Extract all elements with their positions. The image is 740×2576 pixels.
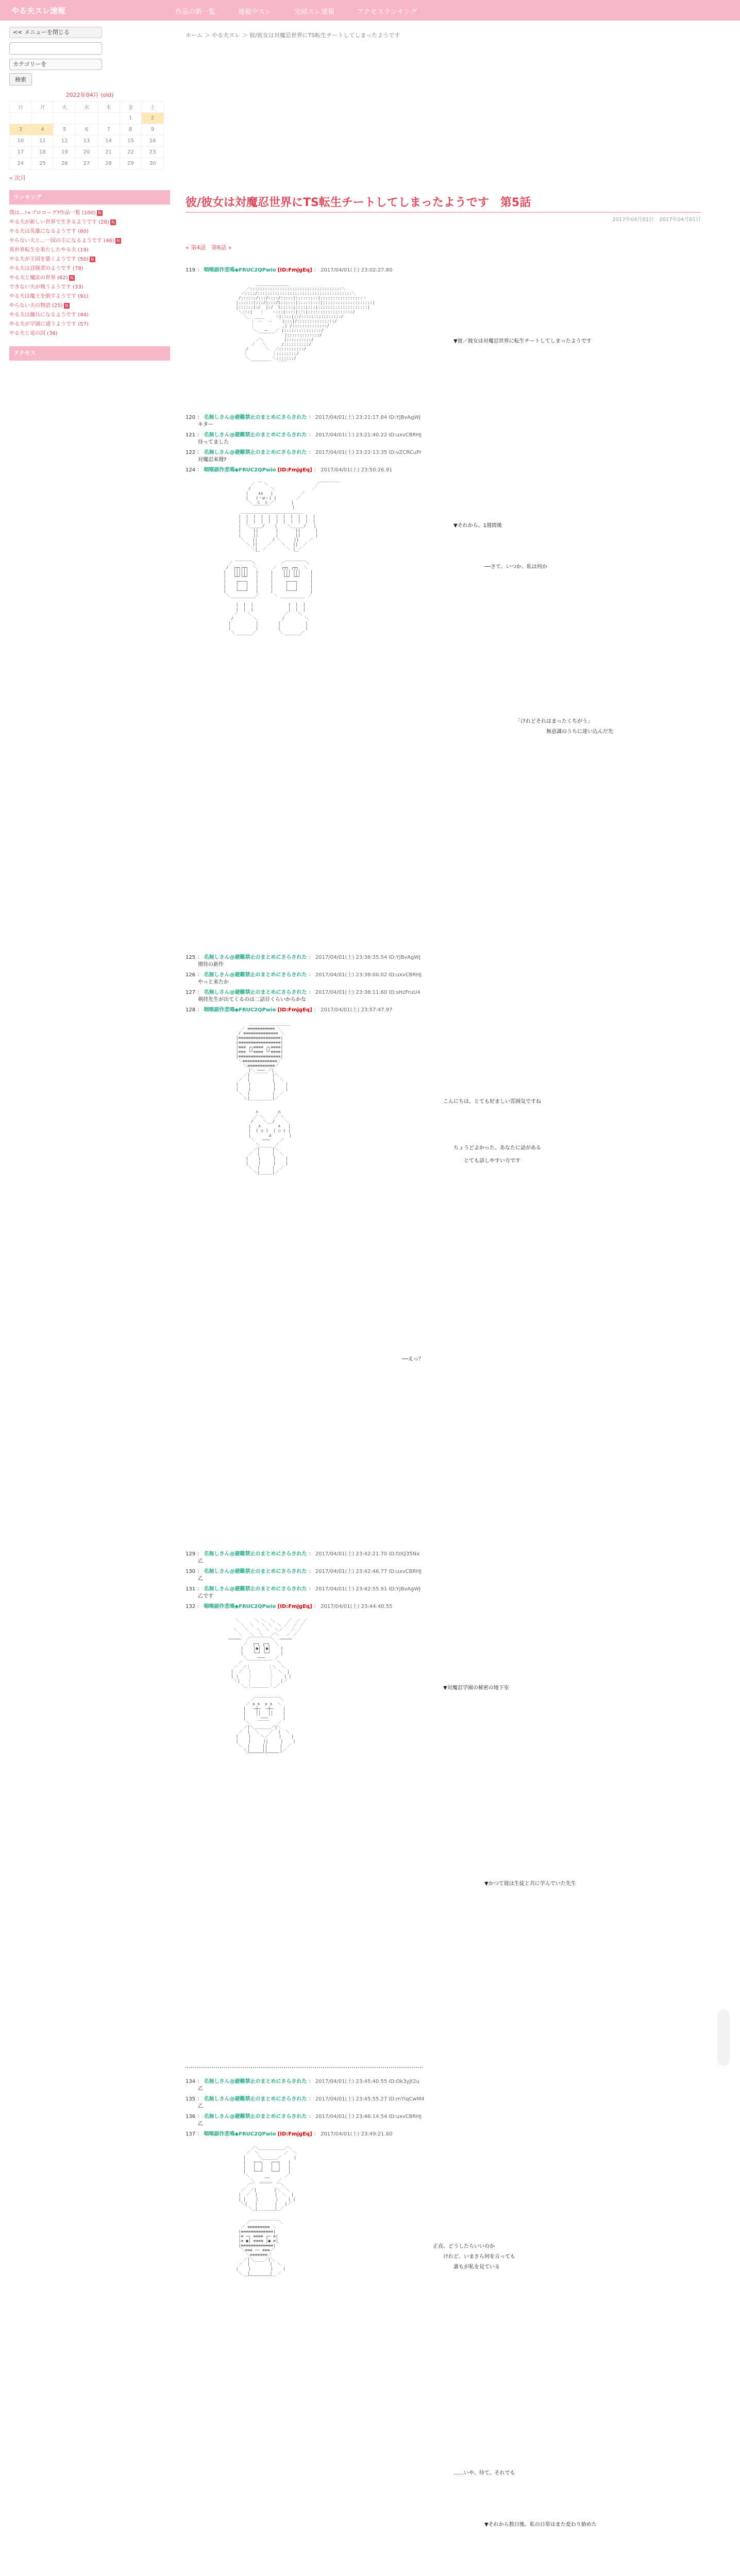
calendar-day: 29 bbox=[120, 158, 142, 170]
breadcrumb[interactable]: ホーム ＞ やる夫スレ ＞ 彼/彼女は対魔忍世界にTS転生チートしてしまったようです bbox=[186, 32, 400, 39]
ranking-item[interactable]: やらない夫の物語 (25) N bbox=[9, 301, 170, 310]
aa-line: ＼ ＼ ＼ ＼ ／ ／ ／ ＼ ＼ ＼ ＼ ＼ ／ ／ ／ ＼ ＼ ＼ ＼ ＼／ ／ ／ ＼ ＼ ＼ ／＼ ／ ／ ───── ／￣￣￣￣￣＼ ───── ／ ┌─┐ ┌─┐ ＼ | │●│ │●│ | | └─┘ └─┘ | ＼ ─── ／ ／ ￣￣￣￣￣￣ ＼ ／ ／｜ ｜＼ ＼ | ／ ｜ ｜ ＼ | | | ｜ ｜ | | ＼| ｜ ｜ |／ ＼_｜_______｜_／ ／￣￣￣￣￣￣＼ ／ ∧ ∧ ∧ ∧ ＼ | ─┼─ ─┼─ | | ││ ││ | | ─── | ＼ ￣￣￣ ／ ／|＼＿＿＿＿／|＼ ／ | ＼ ／ | ＼ | | ＼／ | | | | || | | ＼ | || | ／ ＼|_____||_____|／ ￣￣￣￣￣￣￣￣ bbox=[228, 1618, 307, 1757]
post-header: 122 ： 名無しさん@避難禁止のまとめにさらされた ： 2017/04/01(土) 23:22:13.35 ID:vZCRCuPr bbox=[186, 450, 422, 455]
calendar-day: 26 bbox=[54, 158, 76, 170]
new-badge-icon: N bbox=[115, 238, 121, 244]
calendar-day: 15 bbox=[120, 135, 142, 147]
new-badge-icon: N bbox=[110, 219, 116, 225]
post-author[interactable]: 名無しさん@避難禁止のまとめにさらされた bbox=[204, 2096, 307, 2102]
post-body: 乙 bbox=[198, 2086, 203, 2092]
aa-caption: 正直、どうしたらいいのか bbox=[433, 2244, 495, 2249]
calendar-day: 12 bbox=[54, 135, 76, 147]
post-author[interactable]: 咽喉副作悲鳴◆FRUC2QPwio bbox=[204, 467, 276, 473]
dotted-separator bbox=[186, 2067, 423, 2068]
post-date: 2017/04/01(土) 23:21:40.22 ID:uxvCBRHJ bbox=[315, 432, 422, 438]
post-header: 124 ： 咽喉副作悲鳴◆FRUC2QPwio [ID:FmjgEq] ： 2017/04/01(土) 23:50:26.91 bbox=[186, 467, 393, 473]
new-badge-icon: N bbox=[97, 210, 103, 216]
post-author[interactable]: 名無しさん@避難禁止のまとめにさらされた bbox=[204, 1586, 307, 1592]
ranking-item[interactable]: 僕は…!+プロローグ?作品一覧 (100) N bbox=[9, 209, 170, 217]
post-date: 2017/04/01(土) 23:38:00.02 ID:uxvCBRHJ bbox=[315, 972, 422, 978]
aa-caption: ▼彼／彼女は対魔忍世界に転生チートしてしまったようです bbox=[453, 338, 592, 344]
post-date: 2017/04/01(土) 23:57:47.97 bbox=[321, 1007, 393, 1013]
calendar-day: 24 bbox=[10, 158, 32, 170]
post-author[interactable]: 名無しさん@避難禁止のまとめにさらされた bbox=[204, 432, 307, 438]
prev-next-links[interactable]: « 第4話 第6話 » bbox=[186, 244, 232, 251]
calendar-day bbox=[31, 113, 54, 124]
calendar-day bbox=[10, 113, 32, 124]
calendar-day: 6 bbox=[76, 124, 98, 135]
post-meta-dates: 2017年04月01日 2017年04月01日 bbox=[612, 217, 701, 223]
weekday: 水 bbox=[76, 101, 98, 113]
calendar-day: 28 bbox=[97, 158, 120, 170]
post-header: 135 ： 名無しさん@避難禁止のまとめにさらされた ： 2017/04/01(土) 23:45:55.27 ID:mYlqCwM4 bbox=[186, 2096, 425, 2102]
nav-link-completed[interactable]: 完結スレ速報 bbox=[294, 8, 335, 16]
calendar-day: 13 bbox=[76, 135, 98, 147]
ranking-item[interactable]: できない夫が戦うようです (33) bbox=[9, 284, 83, 290]
post-body: やっと来たか bbox=[198, 979, 229, 985]
post-date: 2017/04/01(土) 23:50:26.91 bbox=[321, 467, 393, 473]
calendar-day: 14 bbox=[97, 135, 120, 147]
post-header: 129 ： 名無しさん@避難禁止のまとめにさらされた ： 2017/04/01(土) 23:42:21.70 ID:fzlQ35Nx bbox=[186, 1551, 419, 1557]
post-number: 120 bbox=[186, 415, 196, 420]
weekday: 日 bbox=[10, 101, 32, 113]
post-number: 135 bbox=[186, 2096, 196, 2102]
post-trip: [ID:FmjgEq] bbox=[277, 1604, 312, 1609]
post-author[interactable]: 名無しさん@避難禁止のまとめにさらされた bbox=[204, 990, 307, 995]
post-number: 129 bbox=[186, 1551, 196, 1557]
aa-caption: 無意識のうちに迷い込んだ先 bbox=[546, 729, 613, 735]
post-author[interactable]: 名無しさん@避難禁止のまとめにさらされた bbox=[204, 450, 307, 455]
calendar-day[interactable]: 4 bbox=[31, 124, 54, 135]
calendar-day: 1 bbox=[120, 113, 142, 124]
calendar-day: 17 bbox=[10, 147, 32, 158]
calendar-day[interactable]: 3 bbox=[10, 124, 32, 135]
post-body: 乙 bbox=[198, 1558, 203, 1564]
calendar-day: 19 bbox=[54, 147, 76, 158]
aa-caption: ▼それから、1週間後 bbox=[453, 523, 502, 529]
post-header: 128 ： 咽喉副作悲鳴◆FRUC2QPwio [ID:FmjgEq] ： 2017/04/01(土) 23:57:47.97 bbox=[186, 1007, 393, 1013]
post-number: 131 bbox=[186, 1586, 196, 1592]
post-body: 期待の新作 bbox=[198, 962, 224, 968]
post-author[interactable]: 名無しさん@避難禁止のまとめにさらされた bbox=[204, 1551, 307, 1557]
post-date: 2017/04/01(土) 23:45:55.27 ID:mYlqCwM4 bbox=[315, 2096, 425, 2102]
post-number: 134 bbox=[186, 2079, 196, 2084]
post-number: 122 bbox=[186, 450, 196, 455]
close-menu-button[interactable]: << メニューを閉じる bbox=[9, 27, 102, 38]
weekday: 火 bbox=[54, 101, 76, 113]
aa-caption: けれど、いまさら何を言っても bbox=[443, 2254, 515, 2260]
ascii-art bbox=[206, 1017, 701, 1548]
post-trip: [ID:FmjgEq] bbox=[277, 467, 312, 473]
ascii-art bbox=[206, 477, 701, 951]
ranking-item[interactable]: やる夫は魔王を倒すようです (91) bbox=[9, 294, 89, 299]
post-number: 125 bbox=[186, 955, 196, 960]
post-header: 134 ： 名無しさん@避難禁止のまとめにさらされた ： 2017/04/01(土) 23:45:40.55 ID:Ok3yJt2u bbox=[186, 2079, 419, 2084]
calendar bbox=[9, 101, 164, 170]
post-date: 2017/04/01(土) 23:49:21.60 bbox=[321, 2131, 393, 2137]
ranking-item[interactable]: やらない夫と…一国の主になるようです (46) N bbox=[9, 236, 170, 245]
aa-caption: こんにちは。とても好ましい雰囲気ですね bbox=[443, 1099, 541, 1105]
aa-caption: ……いや、待て。それでも bbox=[453, 2470, 515, 2476]
nav-link-new[interactable]: 作品の新一覧 bbox=[175, 8, 216, 16]
post-body: 乙 bbox=[198, 2104, 203, 2109]
post-header: 126 ： 名無しさん@避難禁止のまとめにさらされた ： 2017/04/01(土) 23:38:00.02 ID:uxvCBRHJ bbox=[186, 972, 422, 978]
post-body: 乙 bbox=[198, 1576, 203, 1582]
post-header: 136 ： 名無しさん@避難禁止のまとめにさらされた ： 2017/04/01(土) 23:46:14.54 ID:uxvCBRHJ bbox=[186, 2114, 422, 2120]
post-header: 137 ： 咽喉副作悲鳴◆FRUC2QPwio [ID:FmjgEq] ： 2017/04/01(土) 23:49:21.60 bbox=[186, 2131, 393, 2137]
aa-caption: ──えっ？ bbox=[402, 1357, 424, 1362]
category-select[interactable]: カテゴリーを bbox=[9, 59, 102, 70]
calendar-day: 16 bbox=[142, 135, 164, 147]
post-author[interactable]: 名無しさん@避難禁止のまとめにさらされた bbox=[204, 415, 307, 420]
ranking-item[interactable]: やる夫と魔法の世界 (62) N bbox=[9, 274, 170, 282]
post-body: 対魔忍来週? bbox=[198, 457, 227, 463]
calendar-day bbox=[54, 113, 76, 124]
post-date: 2017/04/01(土) 23:44:40.55 bbox=[321, 1604, 393, 1609]
post-author[interactable]: 名無しさん@避難禁止のまとめにさらされた bbox=[204, 2114, 307, 2120]
aa-caption: 「けれどそれはまったくちがう」 bbox=[515, 719, 593, 724]
aa-caption: ▼それから数日後、私の日常はまた変わり始めた bbox=[484, 2522, 597, 2528]
calendar-day: 11 bbox=[31, 135, 54, 147]
post-date: 2017/04/01(土) 23:22:13.35 ID:vZCRCuPr bbox=[315, 450, 422, 455]
post-author[interactable]: 名無しさん@避難禁止のまとめにさらされた bbox=[204, 972, 307, 978]
post-number: 132 bbox=[186, 1604, 196, 1609]
aa-caption: ▼対魔忍学園の秘密の地下室 bbox=[443, 1685, 509, 1691]
calendar-day bbox=[97, 113, 120, 124]
post-trip: [ID:FmjgEq] bbox=[277, 2131, 312, 2137]
post-number: 136 bbox=[186, 2114, 196, 2120]
post-number: 124 bbox=[186, 467, 196, 473]
aa-caption: ──さて、いつか、私は何か bbox=[484, 564, 547, 570]
calendar-day: 25 bbox=[31, 158, 54, 170]
ranking-item[interactable]: やる夫が王国を築くようです (50) N bbox=[9, 255, 170, 264]
calendar-day: 22 bbox=[120, 147, 142, 158]
post-trip: [ID:FmjgEq] bbox=[277, 267, 312, 273]
calendar-day: 5 bbox=[54, 124, 76, 135]
ranking-item[interactable]: やる夫と竜の国 (36) bbox=[9, 331, 58, 336]
new-badge-icon: N bbox=[90, 257, 95, 262]
calendar-title[interactable]: 2022年04月 (old) bbox=[65, 92, 114, 98]
weekday: 木 bbox=[97, 101, 120, 113]
ranking-item[interactable]: やる夫は冒険者のようです (78) bbox=[9, 266, 83, 272]
post-date: 2017/04/01(土) 23:42:55.91 ID:YjBvAgWJ bbox=[315, 1586, 421, 1592]
calendar-day: 23 bbox=[142, 147, 164, 158]
page-title: 彼/彼女は対魔忍世界にTS転生チートしてしまったようです 第5話 bbox=[186, 196, 531, 209]
calendar-day: 18 bbox=[31, 147, 54, 158]
weekday: 土 bbox=[142, 101, 164, 113]
post-header: 127 ： 名無しさん@避難禁止のまとめにさらされた ： 2017/04/01(土) 23:38:11.60 ID:sHzFruU4 bbox=[186, 990, 421, 995]
site-title[interactable]: やる夫スレ速報 bbox=[11, 6, 66, 15]
aa-line: ＿＿＿＿＿＿＿＿＿＿ ／ ≡≡≡≡≡≡≡≡≡≡≡ ＼ / ≡≡≡≡≡≡≡≡≡≡≡≡≡≡ ＼ |≡≡≡≡≡≡≡≡≡≡≡≡≡≡≡≡≡| |≡≡≡≡≡≡≡≡≡≡≡≡≡≡≡≡≡| |≡≡≡ ┌┐≡≡≡≡ ┌┐≡≡≡≡| |≡≡≡ └┘≡≡≡≡ └┘≡≡≡≡| |≡≡≡≡≡≡≡≡≡≡≡≡≡≡≡≡≡| ＼≡≡≡≡≡≡≡≡≡≡≡≡≡≡／ ＼≡≡≡≡≡≡≡≡≡≡≡／ |＼ ─── ／| ／| ￣￣￣ |＼ ／ | | ＼ | | | | | | | | ＼ | | ／ ＼|_________|／ ∩ ∩ ／ ＼ ／ ＼ / ＼__/ ＼ | ∧ ∧ | | ( ○ ) ( ○ ) | | ⊿ | ＼ ─── ／ ＼ ／ ／|￣￣￣|＼ ／ | | ＼ | | | | | | | | ＼ | | ／ ＼|_____|／ bbox=[236, 1022, 292, 1175]
post-date: 2017/04/01(土) 23:46:14.54 ID:uxvCBRHJ bbox=[315, 2114, 422, 2120]
post-author[interactable]: 名無しさん@避難禁止のまとめにさらされた bbox=[204, 955, 307, 960]
post-author[interactable]: 名無しさん@避難禁止のまとめにさらされた bbox=[204, 1569, 307, 1574]
aa-caption: 誰もが私を見ている bbox=[453, 2264, 500, 2270]
post-number: 119 bbox=[186, 267, 196, 273]
post-date: 2017/04/01(土) 23:42:21.70 ID:fzlQ35Nx bbox=[315, 1551, 419, 1557]
post-author[interactable]: 咽喉副作悲鳴◆FRUC2QPwio bbox=[204, 1007, 276, 1013]
post-author[interactable]: 咽喉副作悲鳴◆FRUC2QPwio bbox=[204, 2131, 276, 2137]
ranking-item[interactable]: 異世界転生を果たしたやる夫 (19) bbox=[9, 247, 89, 253]
aa-caption: とても話しやすい方です bbox=[464, 1158, 520, 1164]
nav-link-ongoing[interactable]: 連載中スレ bbox=[238, 8, 272, 16]
sidebar bbox=[9, 27, 170, 2576]
calendar-day[interactable]: 2 bbox=[142, 113, 164, 124]
nav-link-ranking[interactable]: アクセスランキング bbox=[357, 8, 417, 16]
post-number: 126 bbox=[186, 972, 196, 978]
calendar-day: 30 bbox=[142, 158, 164, 170]
calendar-day: 27 bbox=[76, 158, 98, 170]
search-input[interactable] bbox=[9, 42, 102, 55]
top-nav-links bbox=[175, 6, 417, 16]
aa-caption: ちょうどよかった、あなたに話がある bbox=[453, 1145, 541, 1151]
post-header: 120 ： 名無しさん@避難禁止のまとめにさらされた ： 2017/04/01(土) 23:21:17.84 ID:YjBvAgWJ bbox=[186, 415, 421, 420]
aa-line: ／＼＿＿＿＿＿＿／＼ ／ ＼ ／ ＼ | ＼______／ | | ┌──┐ ┌──┐ | | │ │ │ │ | | └──┘ └──┘ | ＼ ‿‿ ／ ＼ ＿＿＿ ／ ／￣ ￣￣￣ ￣＼ ／ ／| |＼ ＼ | ／ | | ＼ | | | | | | | ＼| | | |／ ＼_|_______|_／ ／￣￣￣￣￣￣￣＼ ／ ≡≡≡≡≡≡≡≡≡ ＼ |≡≡≡≡≡≡≡≡≡≡≡≡≡| |≡ ─┐ ≡≡≡≡ ┌─ ≡| |≡ ●│ ≡≡≡≡ │● ≡| |≡≡≡≡≡≡≡≡≡≡≡≡≡| ＼≡≡≡ ── ≡≡≡／ ＼≡≡≡≡≡≡≡／ ／|＼____／|＼ ／ | | ＼ | | | | ＼ |________| ／ ￣￣￣￣￣￣￣￣ bbox=[236, 2146, 297, 2280]
calendar-day: 7 bbox=[97, 124, 120, 135]
post-date: 2017/04/01(土) 23:36:35.54 ID:YjBvAgWJ bbox=[315, 955, 421, 960]
post-header: 130 ： 名無しさん@避難禁止のまとめにさらされた ： 2017/04/01(土) 23:42:46.77 ID:uxvCBRHJ bbox=[186, 1569, 422, 1574]
ranking-item[interactable]: やる夫が新しい世界で生きるようです (28) N bbox=[9, 218, 170, 227]
post-author[interactable]: 咽喉副作悲鳴◆FRUC2QPwio bbox=[204, 1604, 276, 1609]
post-number: 121 bbox=[186, 432, 196, 438]
calendar-day: 20 bbox=[76, 147, 98, 158]
post-date: 2017/04/01(土) 23:42:46.77 ID:uxvCBRHJ bbox=[315, 1569, 422, 1574]
calendar-day: 9 bbox=[142, 124, 164, 135]
title-divider bbox=[186, 212, 701, 213]
new-badge-icon: N bbox=[64, 303, 70, 309]
post-date: 2017/04/01(土) 23:45:40.55 ID:Ok3yJt2u bbox=[315, 2079, 419, 2084]
calendar-day: 8 bbox=[120, 124, 142, 135]
scroll-to-top-widget[interactable] bbox=[717, 2009, 730, 2066]
search-button[interactable]: 検索 bbox=[9, 73, 32, 86]
new-badge-icon: N bbox=[69, 275, 75, 281]
top-navigation-bar bbox=[0, 0, 740, 21]
post-header: 121 ： 名無しさん@避難禁止のまとめにさらされた ： 2017/04/01(土) 23:21:40.22 ID:uxvCBRHJ bbox=[186, 432, 422, 438]
post-number: 137 bbox=[186, 2131, 196, 2137]
aa-line: ＿＿＿＿＿＿＿＿ ／:::::::::::::::::::::::::::::::::::::＼ ／::::/::::::::::::::::::::::::::::::::::::::＼ /::::::/:::/::::/:::::|:::::::::|:::::::::::::::::ヽ |::::::|:::/|:::/l::::::|:::::::::|::::::::::::::::::::| |::::::|:/ |:/ l:::::|::::|:::|::::::::::::::::::::| ＼:::| ｜ ヽ:::|::::|:::|::::::::::::::::::/ ＼_ ____ ヽ|::::|::/::::::::::::::::/ ｜ ‐‐ ‐‐ |:::|/:::::::::::::::/ ｜ ,| /::::::::::::::/ ＼ ─ ／ |:::::::::::::::/ ￣￣￣￣ |:::::::::::::/ ／＼ |::::::::::/ ／ ＼ /::::::::::/ / ＼ ／::::::::::/ ｜ ｜::::::::/ ＼ ＼:::::::/ ￣￣￣￣￣ ￣￣ bbox=[236, 282, 375, 365]
ranking-item[interactable]: やる夫は傭兵になるようです (44) bbox=[9, 312, 89, 318]
calendar-prev-link[interactable]: « 次月 bbox=[9, 175, 26, 181]
post-number: 130 bbox=[186, 1569, 196, 1574]
post-number: 128 bbox=[186, 1007, 196, 1013]
ranking-item[interactable]: やる夫が学園に通うようです (57) bbox=[9, 321, 89, 327]
access-header: アクセス bbox=[9, 346, 170, 361]
post-body: 乙 bbox=[198, 2121, 203, 2127]
post-body: キター bbox=[198, 422, 213, 428]
post-header: 125 ： 名無しさん@避難禁止のまとめにさらされた ： 2017/04/01(土) 23:36:35.54 ID:YjBvAgWJ bbox=[186, 955, 421, 960]
ascii-art bbox=[206, 2141, 701, 2574]
main-content bbox=[186, 31, 701, 2576]
post-date: 2017/04/01(土) 23:38:11.60 ID:sHzFruU4 bbox=[315, 990, 421, 995]
ascii-art bbox=[206, 277, 701, 411]
ranking-list bbox=[9, 209, 170, 338]
calendar-day bbox=[76, 113, 98, 124]
post-body: 待ってました bbox=[198, 439, 229, 445]
post-body: 剣持先生が出てくるのは二話目くらいからかな bbox=[198, 997, 306, 1003]
ranking-header: ランキング bbox=[9, 190, 170, 205]
post-trip: [ID:FmjgEq] bbox=[277, 1007, 312, 1013]
weekday: 金 bbox=[120, 101, 142, 113]
post-author[interactable]: 名無しさん@避難禁止のまとめにさらされた bbox=[204, 2079, 307, 2084]
post-body: 乙です bbox=[198, 1594, 213, 1599]
post-date: 2017/04/01(土) 23:02:27.80 bbox=[321, 267, 393, 273]
ranking-item[interactable]: やる夫は英雄になるようです (60) bbox=[9, 229, 89, 234]
weekday: 月 bbox=[31, 101, 54, 113]
calendar-day: 10 bbox=[10, 135, 32, 147]
aa-line: ／ ￣ ＼ ／￣￣￣￣￣ / ＼ ／ | ∧∧ | ／ | (・ω・) | ／ ＼ ⊂ ⊃ ／ | ￣￣￣￣ | ＿＿＿＿＿＿＿＿＿＿＿＿＿＿＿ | | | | | | | | | | | | | | | | | | | | | | | ＼_____/ | ＼_____/ | | || | || | | || | || | ＼ || / ＼ || ／ ＼ || ／ ＼ || ／ ＼| ／ ＼ | ／ ￣ ￣ ／ ￣￣￣￣＼ ／￣￣￣￣￣＼ / ┌┬┐┌┬┐ ＼ ／ ┌┬┐ ┌┬┐ ＼ | ││││││ | | │││ │││ | | └┴┘└┴┘ | | └┴┘ └┴┘ | | ┌───┐ | | ┌───┐ | | │ │ | | │ │ | | └───┘ | | └───┘ | ＼ ／ ＼ ／ ￣￣￣￣￣￣ ￣￣￣￣￣￣ | | | | | | | | | | | | ／ ＼ ／ ＼ / ＼ / ＼ | | | | | | | | ＼ ／ ＼ ／ ￣￣￣￣ ￣￣￣￣ bbox=[223, 482, 340, 639]
post-header: 132 ： 咽喉副作悲鳴◆FRUC2QPwio [ID:FmjgEq] ： 2017/04/01(土) 23:44:40.55 bbox=[186, 1604, 393, 1609]
post-header: 131 ： 名無しさん@避難禁止のまとめにさらされた ： 2017/04/01(土) 23:42:55.91 ID:YjBvAgWJ bbox=[186, 1586, 421, 1592]
post-number: 127 bbox=[186, 990, 196, 995]
ascii-art bbox=[206, 1614, 701, 2057]
post-date: 2017/04/01(土) 23:21:17.84 ID:YjBvAgWJ bbox=[315, 415, 421, 420]
post-header: 119 ： 咽喉副作悲鳴◆FRUC2QPwio [ID:FmjgEq] ： 2017/04/01(土) 23:02:27.80 bbox=[186, 267, 393, 273]
post-author[interactable]: 咽喉副作悲鳴◆FRUC2QPwio bbox=[204, 267, 276, 273]
calendar-day: 21 bbox=[97, 147, 120, 158]
aa-caption: ▼かつて彼は生徒と共に学んでいた先生 bbox=[484, 1881, 576, 1887]
